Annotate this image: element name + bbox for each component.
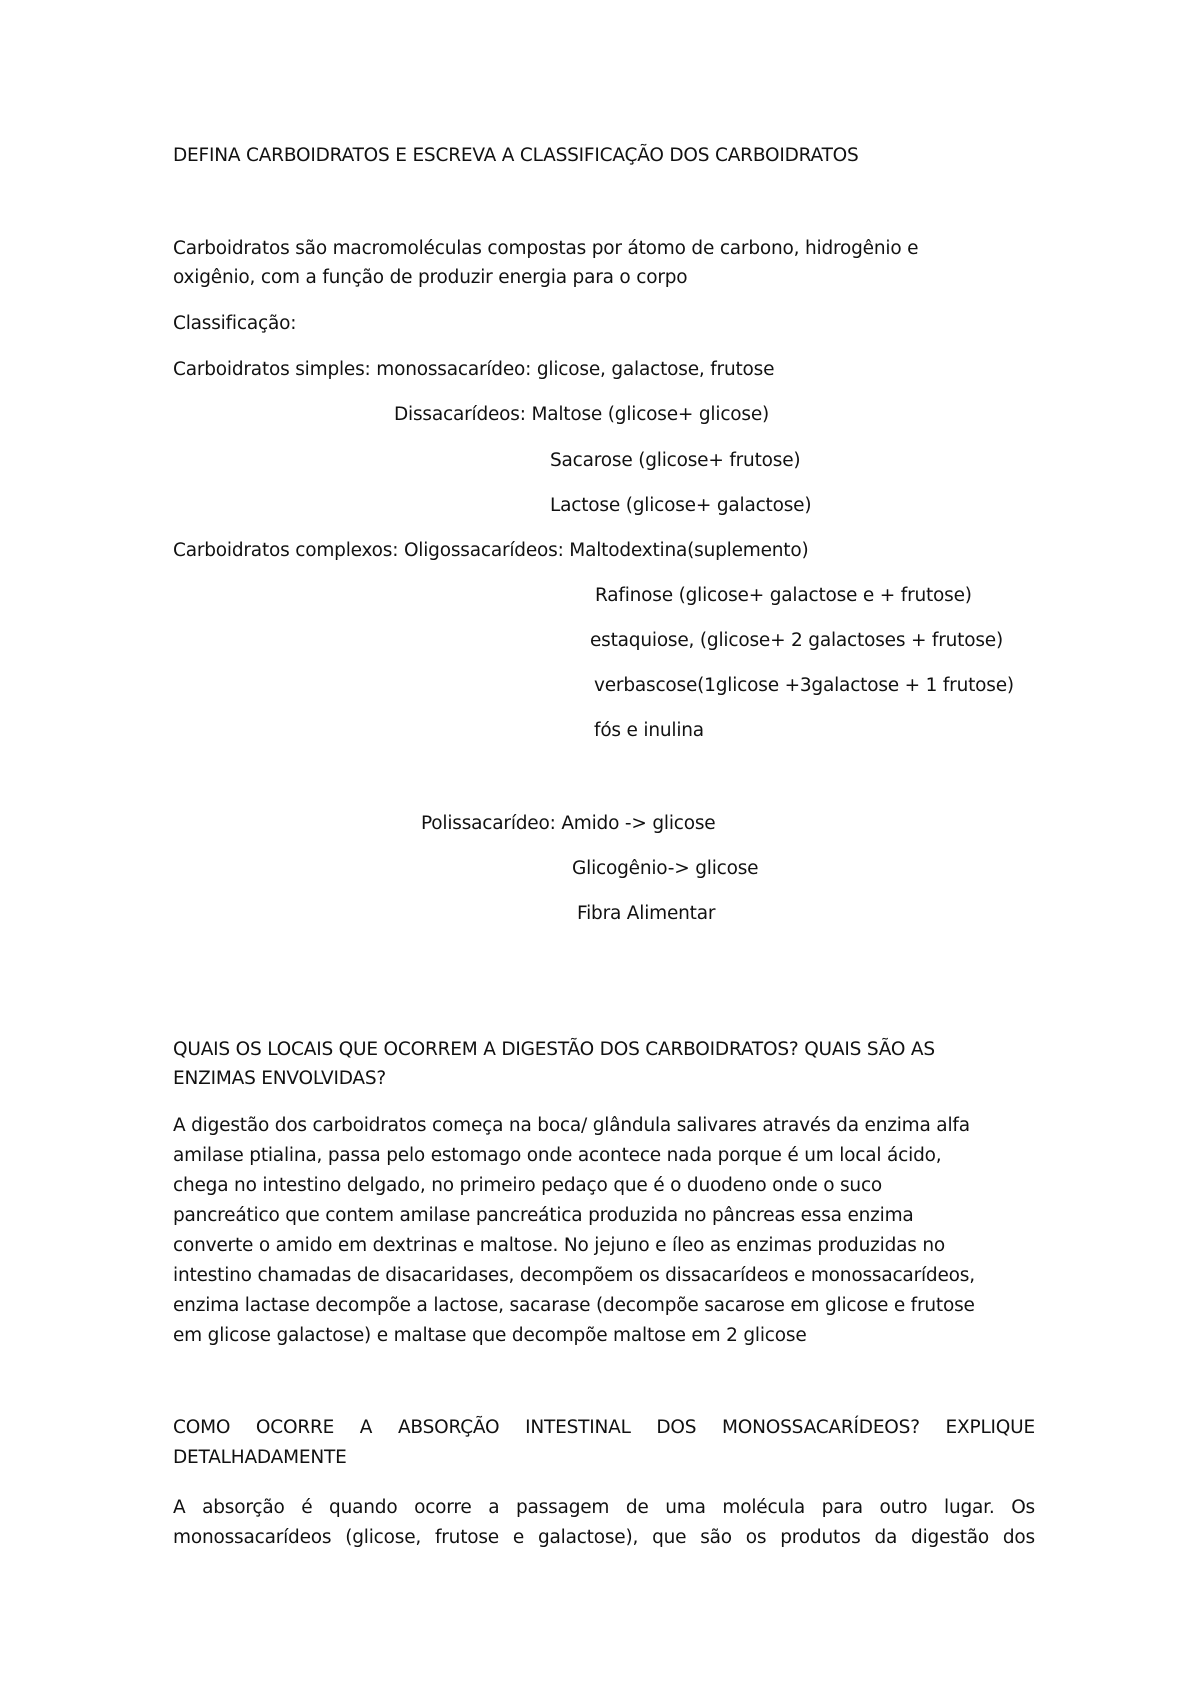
- digestion-line-3: chega no intestino delgado, no primeiro pedaço que é o duodeno onde o suco: [173, 1175, 883, 1196]
- section2-heading-line-1: QUAIS OS LOCAIS QUE OCORREM A DIGESTÃO DOS CARBOIDRATOS? QUAIS SÃO AS: [173, 1039, 935, 1060]
- digestion-line-1: A digestão dos carboidratos começa na boca/ glândula salivares através da enzima alfa: [173, 1115, 970, 1136]
- estaquiose-line: estaquiose, (glicose+ 2 galactoses + frutose): [590, 630, 1003, 651]
- digestion-line-5: converte o amido em dextrinas e maltose. No jejuno e íleo as enzimas produzidas no: [173, 1235, 946, 1256]
- sacarose-line: Sacarose (glicose+ frutose): [550, 450, 801, 471]
- classification-label: Classificação:: [173, 313, 297, 334]
- complex-carbs-line: Carboidratos complexos: Oligossacarídeos: Maltodextina(suplemento): [173, 540, 809, 561]
- section3-heading-line-1: COMO OCORRE A ABSORÇÃO INTESTINAL DOS MONOSSACARÍDEOS? EXPLIQUE: [173, 1417, 1035, 1438]
- simple-carbs-line: Carboidratos simples: monossacarídeo: glicose, galactose, frutose: [173, 359, 775, 380]
- section1-heading: DEFINA CARBOIDRATOS E ESCREVA A CLASSIFICAÇÃO DOS CARBOIDRATOS: [173, 145, 859, 166]
- polysaccharides-line: Polissacarídeo: Amido -> glicose: [421, 813, 716, 834]
- absorption-line-1: A absorção é quando ocorre a passagem de uma molécula para outro lugar. Os: [173, 1497, 1035, 1518]
- verbascose-line: verbascose(1glicose +3galactose + 1 frutose): [594, 675, 1014, 696]
- absorption-line-2: monossacarídeos (glicose, frutose e galactose), que são os produtos da digestão dos: [173, 1527, 1035, 1548]
- definition-line-2: oxigênio, com a função de produzir energia para o corpo: [173, 267, 688, 288]
- digestion-line-4: pancreático que contem amilase pancreática produzida no pâncreas essa enzima: [173, 1205, 914, 1226]
- glicogenio-line: Glicogênio-> glicose: [572, 858, 759, 879]
- digestion-line-8: em glicose galactose) e maltase que decompõe maltose em 2 glicose: [173, 1325, 807, 1346]
- section2-heading-line-2: ENZIMAS ENVOLVIDAS?: [173, 1068, 387, 1089]
- lactose-line: Lactose (glicose+ galactose): [550, 495, 812, 516]
- digestion-line-2: amilase ptialina, passa pelo estomago onde acontece nada porque é um local ácido,: [173, 1145, 942, 1166]
- disaccharides-line: Dissacarídeos: Maltose (glicose+ glicose): [394, 404, 770, 425]
- fos-line: fós e inulina: [594, 720, 704, 741]
- section3-heading-line-2: DETALHADAMENTE: [173, 1447, 347, 1468]
- digestion-line-7: enzima lactase decompõe a lactose, sacarase (decompõe sacarose em glicose e frutose: [173, 1295, 975, 1316]
- definition-line-1: Carboidratos são macromoléculas compostas por átomo de carbono, hidrogênio e: [173, 238, 919, 259]
- rafinose-line: Rafinose (glicose+ galactose e + frutose): [595, 585, 972, 606]
- digestion-line-6: intestino chamadas de disacaridases, decompõem os dissacarídeos e monossacarídeos,: [173, 1265, 975, 1286]
- fibra-line: Fibra Alimentar: [577, 903, 716, 924]
